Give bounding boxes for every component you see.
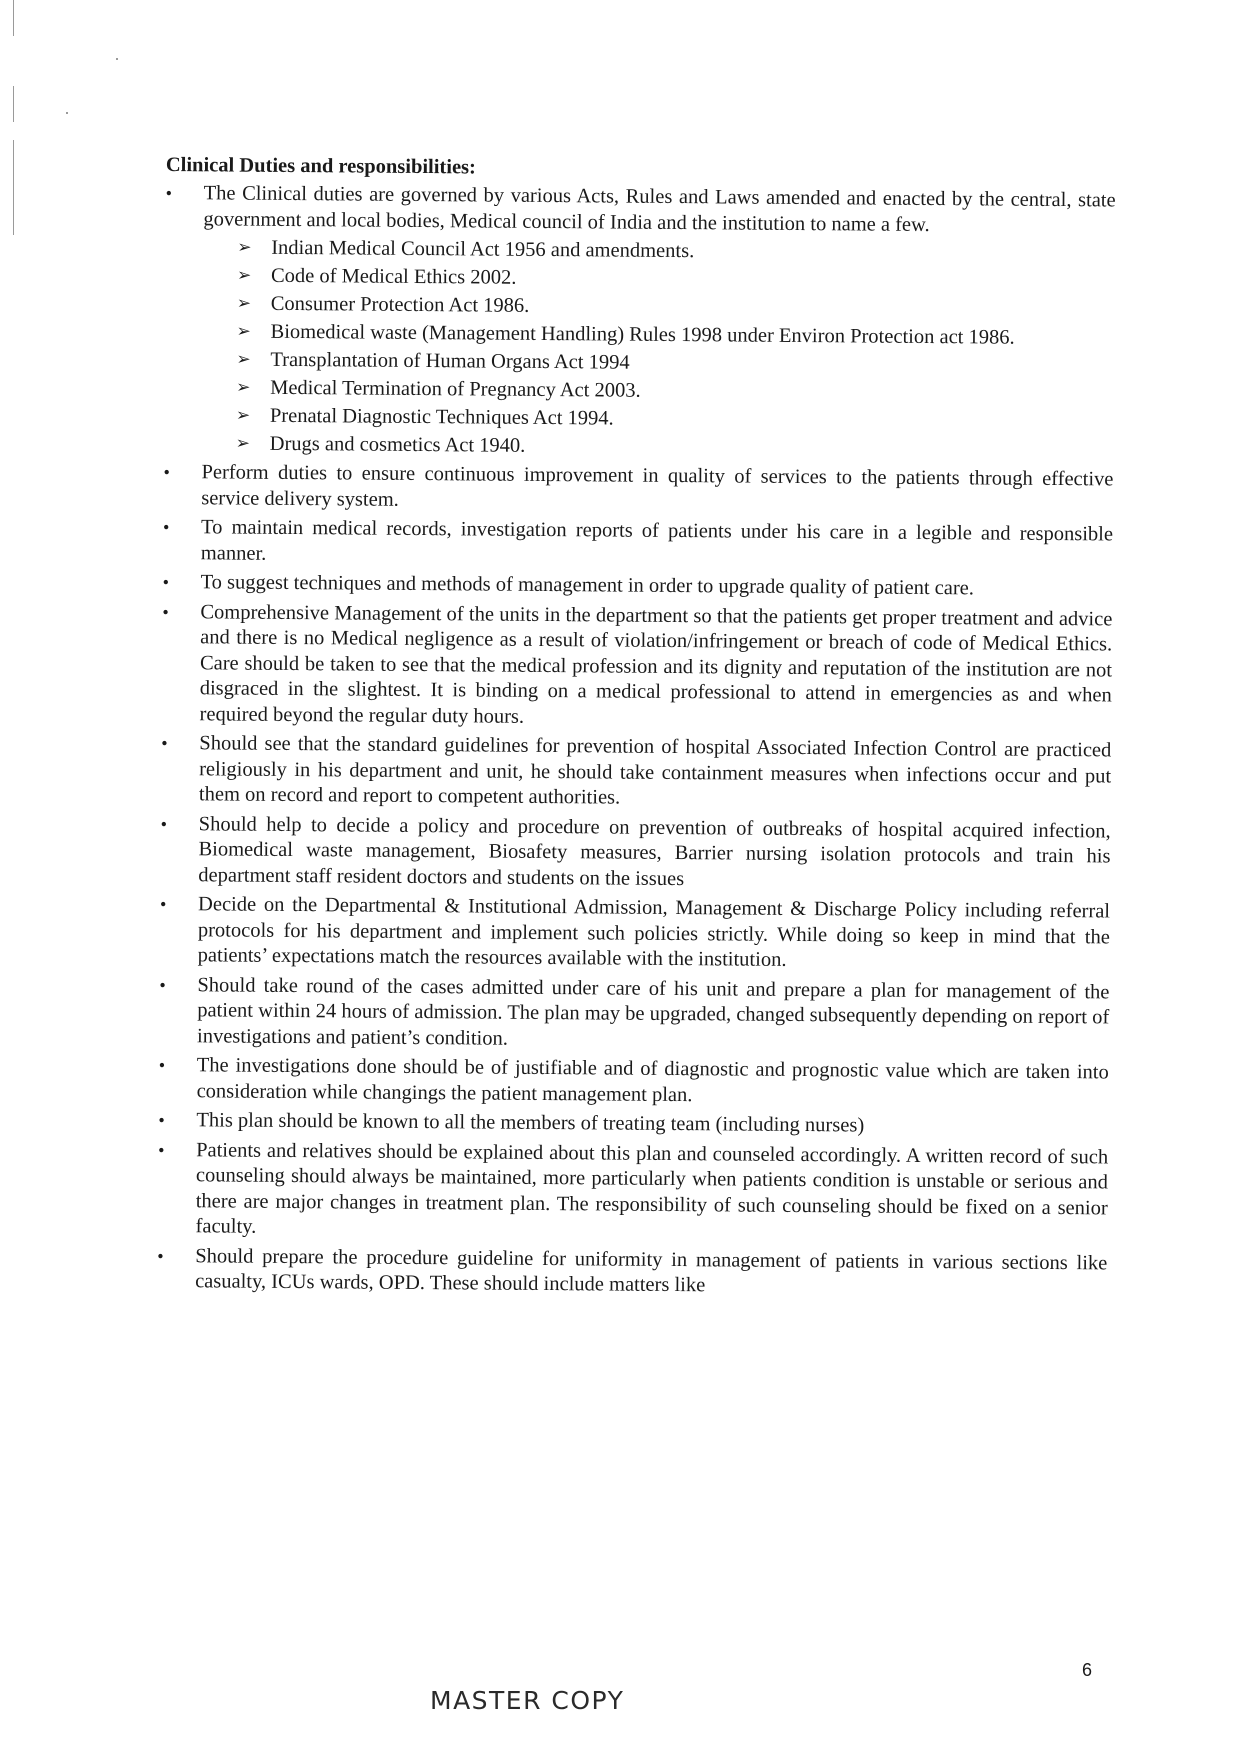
list-item-text: The investigations done should be of justifiable and of diagnostic and prognostic value which are taken into consideration while changings the patient management plan.: [196, 1054, 1109, 1106]
bullet-icon: •: [158, 1139, 165, 1160]
act-item-text: Code of Medical Ethics 2002.: [270, 264, 517, 289]
list-item: [163, 570, 1113, 603]
bullet-icon: •: [159, 974, 166, 995]
list-item: [157, 1137, 1108, 1246]
list-item-text: This plan should be known to all the members of treating team (including nurses): [196, 1109, 865, 1137]
list-item: [157, 1243, 1107, 1301]
list-item-text: Patients and relatives should be explained about this plan and counseled accordingly. A written record of such counseling should always be maintained, more particularly when patients condition is unstable or serious and there are major changes in treatment plan. The responsibility of such counseling should be fixed on a senior faculty.: [195, 1138, 1109, 1238]
bullet-icon: •: [162, 571, 170, 593]
list-item: [163, 460, 1113, 518]
act-item: [237, 235, 1115, 268]
act-item-text: Indian Medical Council Act 1956 and amendments.: [271, 236, 695, 263]
arrow-bullet-icon: ➢: [237, 237, 252, 258]
list-item-text: Should prepare the procedure guideline for uniformity in management of patients in various sections like casualty, ICUs wards, OPD. These should include matters like: [195, 1244, 1108, 1297]
list-item: [160, 811, 1111, 895]
scan-artifact-line: [13, 140, 14, 235]
list-item: [164, 181, 1116, 463]
list-item: [163, 515, 1113, 573]
act-item: [236, 347, 1114, 380]
list-item: [159, 1053, 1109, 1111]
list-item: [161, 731, 1112, 815]
master-copy-stamp: MASTER COPY: [430, 1686, 625, 1715]
list-item-text: Perform duties to ensure continuous improvement in quality of services to the patients through effective service delivery system.: [201, 461, 1114, 511]
bullet-icon: •: [163, 461, 170, 483]
list-item-text: To maintain medical records, investigation reports of patients under his care in a legible and responsible manner.: [200, 516, 1114, 565]
list-item-text: The Clinical duties are governed by various Acts, Rules and Laws amended and enacted by the central, state government and local bodies, Medical council of India and the institution to name a few.: [203, 182, 1116, 236]
scan-artifact-line: [13, 0, 14, 36]
arrow-bullet-icon: ➢: [236, 377, 251, 398]
act-item: [236, 431, 1114, 464]
bullet-icon: •: [162, 516, 170, 538]
bullet-icon: •: [158, 1109, 165, 1131]
page-number: 6: [1082, 1660, 1093, 1680]
bullet-icon: •: [160, 813, 168, 834]
arrow-bullet-icon: ➢: [236, 293, 252, 314]
bullet-icon: •: [157, 1245, 164, 1266]
list-item: [158, 1108, 1108, 1141]
act-item-text: Prenatal Diagnostic Techniques Act 1994.: [269, 404, 614, 430]
section-heading: Clinical Duties and responsibilities:: [165, 153, 476, 179]
arrow-bullet-icon: ➢: [235, 405, 251, 426]
document-body: [157, 152, 1116, 1306]
act-item: [237, 263, 1115, 296]
list-item-text: Should help to decide a policy and procedure on prevention of outbreaks of hospital acquired infection, Biomedical waste management, Biosafety measures, Barrier nursing isolation protocols and train his department staff resident doctors and students on the issues: [198, 812, 1111, 890]
scan-artifact-line: [13, 86, 14, 122]
list-item: [159, 972, 1110, 1056]
list-item-text: Decide on the Departmental & Institutional Admission, Management & Discharge Policy including referral protocols for his department and implement such policies strictly. While doing so keep in mind that the patients’ expectations match the resources available with the institution.: [197, 893, 1111, 971]
list-item-text: To suggest techniques and methods of management in order to upgrade quality of patient care.: [200, 571, 975, 600]
acts-list: [236, 235, 1116, 464]
act-item-text: Consumer Protection Act 1986.: [270, 292, 530, 317]
act-item-text: Drugs and cosmetics Act 1940.: [269, 432, 526, 457]
act-item-text: Transplantation of Human Organs Act 1994: [270, 348, 630, 374]
list-item-text: Should take round of the cases admitted under care of his unit and prepare a plan for management of the patient within 24 hours of admission. The plan may be upgraded, changed subsequently depending on report of investigations and patient’s condition.: [196, 973, 1110, 1050]
arrow-bullet-icon: ➢: [235, 433, 251, 454]
act-item: [236, 403, 1114, 436]
act-item-text: Biomedical waste (Management Handling) Rules 1998 under Environ Protection act 1986.: [270, 320, 1015, 349]
scan-artifact-dot: [66, 112, 68, 114]
act-item: [237, 291, 1115, 324]
list-item-text: Should see that the standard guidelines for prevention of hospital Associated Infection Control are practiced religiously in his department and unit, he should take containment measures when infections occur and put them on record and report to competent authorities.: [198, 732, 1112, 809]
bullet-icon: •: [165, 182, 173, 204]
act-item: [236, 375, 1114, 408]
arrow-bullet-icon: ➢: [236, 321, 251, 342]
arrow-bullet-icon: ➢: [236, 265, 252, 286]
bullet-icon: •: [160, 893, 167, 915]
responsibilities-list: [157, 181, 1116, 1302]
scan-artifact-dot: [116, 58, 118, 60]
bullet-icon: •: [161, 732, 168, 754]
list-item: [160, 892, 1111, 976]
bullet-icon: •: [162, 601, 169, 622]
list-item: [161, 599, 1112, 734]
act-item-text: Medical Termination of Pregnancy Act 2003.: [270, 376, 641, 402]
act-item: [236, 319, 1114, 352]
arrow-bullet-icon: ➢: [236, 349, 251, 370]
bullet-icon: •: [158, 1054, 166, 1076]
list-item-text: Comprehensive Management of the units in the department so that the patients get proper treatment and advice and there is no Medical negligence as a result of violation/infringement or breach of code of Medical Ethics. Care should be taken to see that the medical profession and its dignity and reputation of the institution are not disgraced in the slightest. It is binding on a medical professional to attend in emergencies as and when required beyond the regular duty hours.: [199, 600, 1113, 728]
